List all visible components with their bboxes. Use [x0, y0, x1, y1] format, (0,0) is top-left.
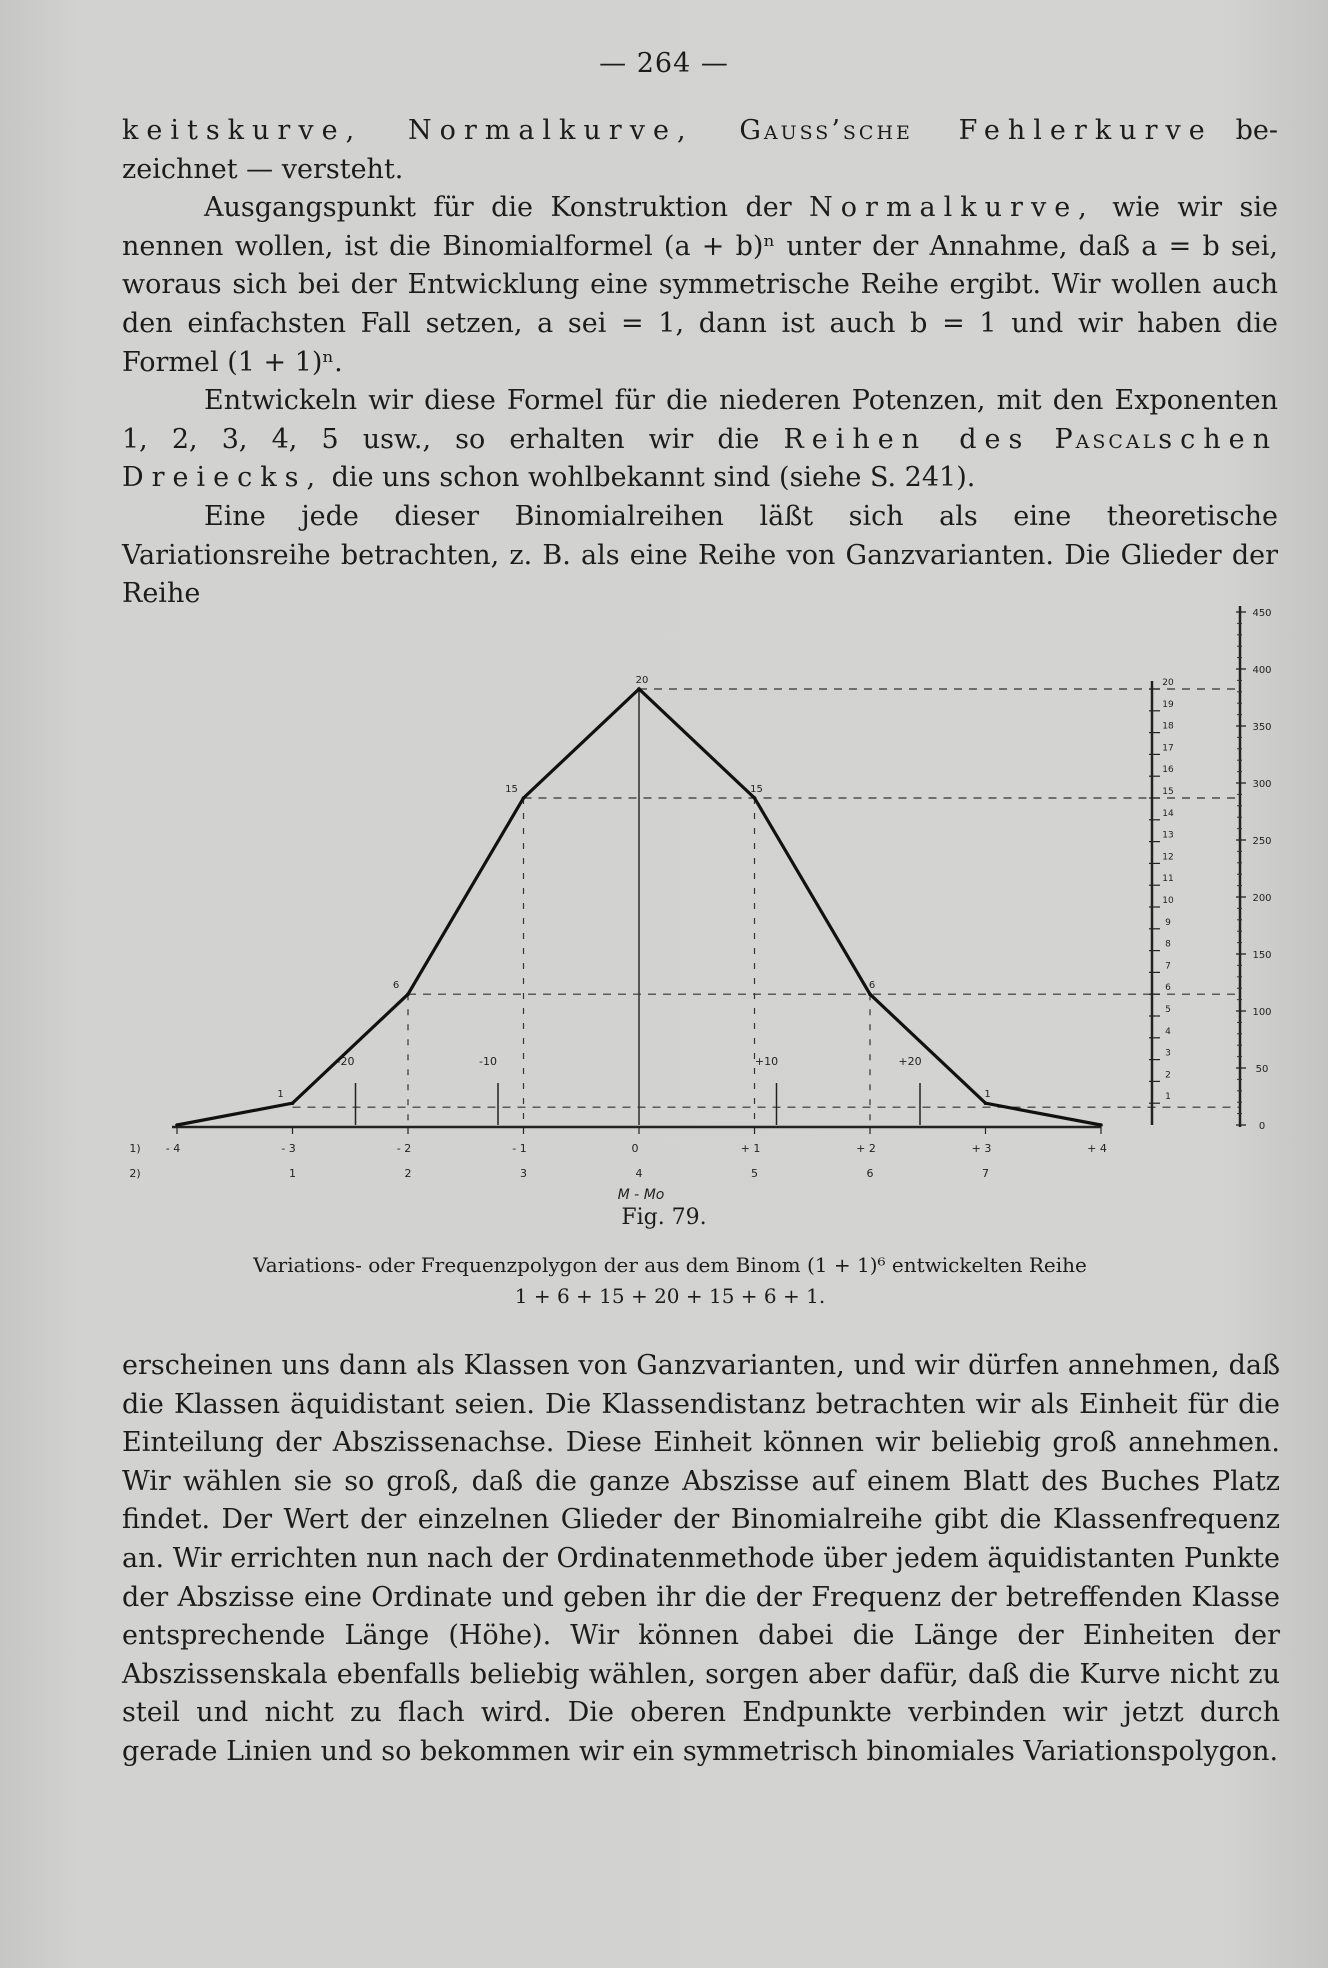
- right-scale-label: 2: [1165, 1070, 1171, 1081]
- caption-line-1: Variations- oder Frequenzpolygon der aus dem Binom (1 + 1)⁶ entwickelten Reihe: [253, 1253, 1087, 1277]
- right-scale-label: 3: [1165, 1048, 1171, 1059]
- right-scale-label: 15: [1162, 787, 1174, 797]
- data-point: [291, 1101, 295, 1105]
- far-right-scale-label: 450: [1252, 608, 1272, 619]
- right-scale-label: 16: [1162, 765, 1174, 776]
- point-label: 15: [505, 784, 518, 795]
- far-right-scale-label: 50: [1255, 1064, 1269, 1075]
- figure-label: Fig. 79.: [621, 1205, 707, 1230]
- right-scale-label: 18: [1162, 721, 1174, 732]
- x-tick-label-row1: 0: [631, 1142, 639, 1155]
- far-right-scale-label: 150: [1252, 950, 1272, 961]
- far-right-scale-label: 100: [1252, 1007, 1272, 1018]
- data-point: [868, 992, 872, 996]
- point-label: 20: [635, 675, 649, 686]
- point-label: 1: [984, 1089, 991, 1101]
- x-tick-label-row2: 6: [866, 1167, 874, 1180]
- paragraph-2-rest: wie wir sie nennen wollen, ist die Binomialformel (a + b)ⁿ unter der Annahme, daß a = b sei, woraus sich bei der Entwicklung eine symmetrische Reihe ergibt. Wir wollen auch den einfachsten Fall setzen, a sei = 1, dann ist auch b = 1 und wir haben die Formel (1 + 1)ⁿ.: [122, 192, 1278, 378]
- point-label: 15: [750, 784, 763, 795]
- right-scale-label: 11: [1162, 874, 1174, 885]
- paragraph-1-end: zeichnet — versteht.: [122, 153, 404, 185]
- x-axis-label: M - Mo: [617, 1187, 665, 1203]
- paragraph-4: Eine jede dieser Binomialreihen läßt sich als eine theoretische Variationsreihe betrachten, z. B. als eine Reihe von Ganzvarianten. Die Glieder der Reihe: [122, 500, 1278, 610]
- term-keitskurve: keitskurve,: [122, 115, 363, 146]
- paragraph-1: [122, 112, 1278, 189]
- term-normalkurve: Normalkurve,: [407, 115, 694, 146]
- deviation-label: +10: [754, 1055, 779, 1068]
- point-label: 1: [277, 1089, 284, 1101]
- data-point: [1099, 1123, 1103, 1127]
- x-tick-label-row2: 2: [404, 1167, 412, 1180]
- far-right-scale-label: 350: [1252, 722, 1272, 733]
- paragraph-3-start: Entwickeln wir diese Formel für die niederen Potenzen, mit den Exponenten 1, 2, 3, 4, 5 usw., so erhalten wir die: [122, 385, 1278, 455]
- data-point: [522, 796, 526, 800]
- term-normalkurve-2: Normalkurve,: [809, 192, 1095, 224]
- x-tick-label-row2: 3: [520, 1167, 527, 1180]
- far-right-scale-label: 300: [1252, 779, 1272, 790]
- x-tick-label-row2: 1: [289, 1167, 296, 1180]
- paragraph-3: [122, 382, 1278, 498]
- right-scale-label: 10: [1162, 896, 1174, 906]
- figure-79: [0, 590, 1328, 1230]
- term-reihen-des: Reihen des: [783, 423, 1031, 455]
- x-tick-label-row1: - 3: [281, 1142, 296, 1155]
- right-scale-label: 13: [1162, 830, 1174, 841]
- x-tick-label-row1: - 1: [512, 1142, 527, 1155]
- x-tick-label-row1: + 3: [971, 1142, 992, 1155]
- top-text-block: [122, 112, 1278, 614]
- term-dreiecks: schen Dreiecks,: [122, 423, 1278, 494]
- right-scale-label: 12: [1162, 852, 1174, 863]
- bottom-text-block: [122, 1347, 1280, 1772]
- row-1-marker: 1): [129, 1142, 141, 1155]
- page-number: — 264 —: [599, 48, 729, 79]
- x-tick-label-row1: - 2: [396, 1142, 412, 1155]
- deviation-label: +20: [898, 1055, 922, 1068]
- right-scale-label: 14: [1162, 808, 1174, 819]
- right-scale-label: 20: [1162, 678, 1174, 688]
- deviation-label: -20: [336, 1055, 355, 1068]
- frequency-polygon-chart: [0, 590, 1328, 1230]
- x-tick-label-row2: 7: [982, 1167, 989, 1180]
- paragraph-2-start: Ausgangspunkt für die Konstruktion der: [204, 192, 792, 224]
- far-right-scale-label: 200: [1252, 893, 1272, 904]
- deviation-label: -10: [479, 1055, 497, 1068]
- far-right-scale-label: 0: [1258, 1121, 1266, 1132]
- paragraph-3-end: die uns schon wohlbekannt sind (siehe S. 241).: [331, 462, 976, 494]
- x-tick-label-row1: + 2: [856, 1142, 876, 1155]
- right-scale-label: 19: [1162, 699, 1174, 710]
- row-2-marker: 2): [129, 1167, 141, 1180]
- right-scale-label: 7: [1165, 961, 1171, 972]
- term-gauss: Gauss’sche: [739, 115, 913, 146]
- term-fehlerkurve: Fehlerkurve: [958, 115, 1213, 146]
- x-tick-label-row1: + 4: [1087, 1142, 1107, 1155]
- far-right-scale-label: 250: [1252, 836, 1272, 847]
- point-label: 6: [868, 980, 876, 992]
- figure-caption: [170, 1250, 1170, 1312]
- right-scale-label: 4: [1165, 1026, 1171, 1037]
- right-scale-label: 6: [1165, 983, 1171, 994]
- term-pascal: Pascal: [1054, 423, 1159, 455]
- x-tick-label-row1: + 1: [740, 1142, 761, 1155]
- caption-line-2: 1 + 6 + 15 + 20 + 15 + 6 + 1.: [514, 1284, 826, 1308]
- point-label: 6: [392, 980, 400, 992]
- paragraph-2: [122, 189, 1278, 382]
- paragraph-5: erscheinen uns dann als Klassen von Ganzvarianten, und wir dürfen annehmen, daß die Klassen äquidistant seien. Die Klassendistanz betrachten wir als Einheit für die Einteilung der Abszissenachse. Diese Einheit können wir beliebig groß annehmen. Wir wählen sie so groß, daß die ganze Abszisse auf einem Blatt des Buches Platz findet. Der Wert der einzelnen Glieder der Binomialreihe gibt die Klassenfrequenz an. Wir errichten nun nach der Ordinatenmethode über jedem äquidistanten Punkte der Abszisse eine Ordinate und geben ihr die der Frequenz der betreffenden Klasse entsprechende Länge (Höhe). Wir können dabei die Länge der Einheiten der Abszissenskala ebenfalls beliebig wählen, sorgen aber dafür, daß die Kurve nicht zu steil und nicht zu flach wird. Die oberen Endpunkte verbinden wir jetzt durch gerade Linien und so bekommen wir ein symmetrisch binomiales Variationspolygon.: [122, 1350, 1280, 1767]
- data-point: [175, 1123, 179, 1127]
- x-tick-label-row1: - 4: [165, 1142, 181, 1155]
- data-point: [637, 687, 641, 691]
- data-point: [984, 1101, 988, 1105]
- right-scale-label: 1: [1165, 1092, 1171, 1103]
- right-scale-label: 8: [1165, 939, 1171, 950]
- hyphen-fragment: be-: [1235, 115, 1278, 146]
- right-scale-label: 5: [1165, 1005, 1171, 1015]
- x-tick-label-row2: 4: [635, 1167, 643, 1180]
- right-scale-label: 17: [1162, 743, 1174, 754]
- data-point: [753, 796, 757, 800]
- far-right-scale-label: 400: [1252, 665, 1272, 676]
- right-scale-label: 9: [1165, 917, 1171, 928]
- data-point: [406, 992, 410, 996]
- x-tick-label-row2: 5: [751, 1167, 758, 1180]
